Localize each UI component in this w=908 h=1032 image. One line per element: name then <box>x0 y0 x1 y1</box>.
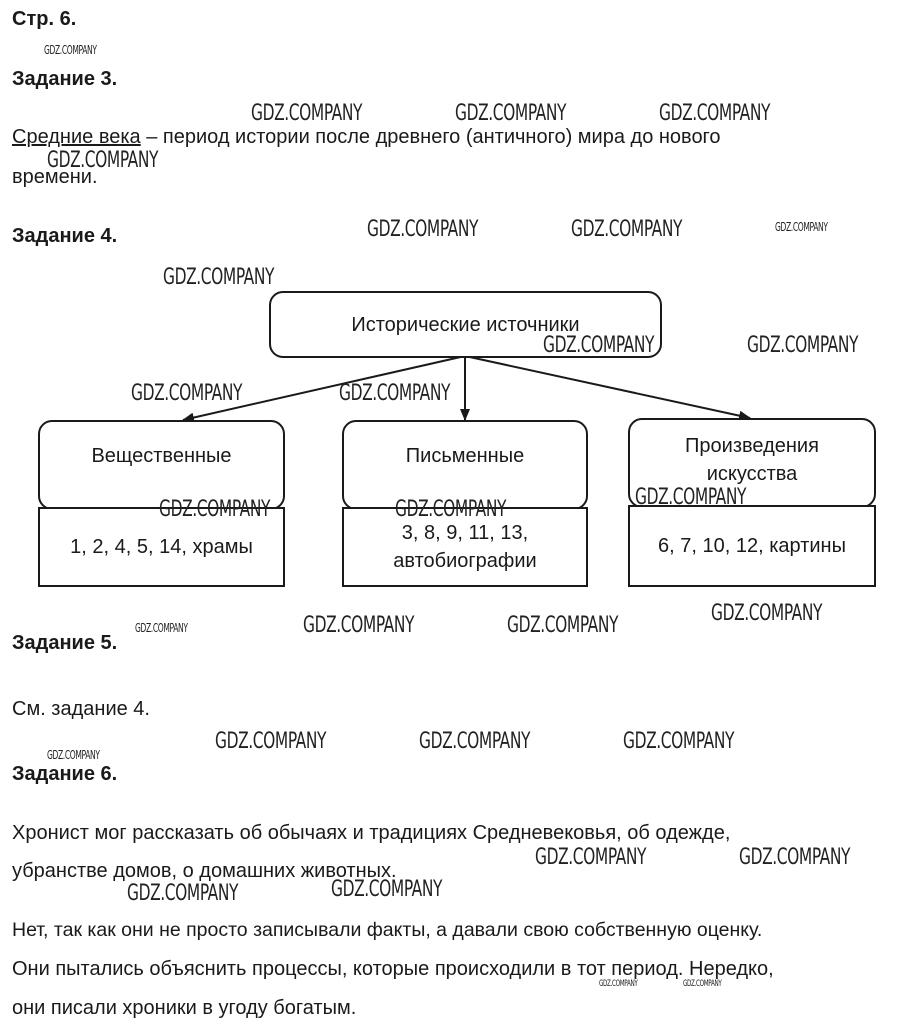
task5-heading: Задание 5. <box>12 632 118 654</box>
category-material-title: Вещественные <box>91 445 232 467</box>
category-written-title: Письменные <box>405 445 525 467</box>
watermark: GDZ.COMPANY <box>367 217 479 242</box>
category-art-title-line1: Произведения <box>685 435 819 457</box>
watermark: GDZ.COMPANY <box>47 148 159 173</box>
watermark: GDZ.COMPANY <box>127 881 239 906</box>
task6-paragraph1-line1: Хронист мог рассказать об обычаях и традициях Средневековья, об одежде, <box>12 822 731 844</box>
watermark: GDZ.COMPANY <box>339 381 451 406</box>
category-art-items-box <box>628 505 876 587</box>
watermark: GDZ.COMPANY <box>159 497 271 522</box>
root-label: Исторические источники <box>351 313 580 336</box>
watermark: GDZ.COMPANY <box>44 43 97 57</box>
task6-paragraph1-line2: убранстве домов, о домашних животных. <box>12 860 397 882</box>
page-label: Стр. 6. <box>12 8 77 30</box>
watermark: GDZ.COMPANY <box>215 729 327 754</box>
category-art-title-line2: искусства <box>706 463 798 485</box>
definition-text: – период истории после древнего (античного) мира до нового <box>140 126 721 148</box>
watermark: GDZ.COMPANY <box>395 497 507 522</box>
watermark: GDZ.COMPANY <box>635 485 747 510</box>
task6-paragraph2-line3: они писали хроники в угоду богатым. <box>12 997 357 1019</box>
watermark: GDZ.COMPANY <box>739 845 851 870</box>
watermark: GDZ.COMPANY <box>747 333 859 358</box>
watermark: GDZ.COMPANY <box>711 601 823 626</box>
task4-heading: Задание 4. <box>12 225 118 247</box>
term-middle-ages: Средние века <box>12 126 141 148</box>
watermark: GDZ.COMPANY <box>683 979 722 989</box>
watermark: GDZ.COMPANY <box>331 877 443 902</box>
watermark: GDZ.COMPANY <box>543 333 655 358</box>
category-material-items: 1, 2, 4, 5, 14, храмы <box>70 536 253 558</box>
watermark: GDZ.COMPANY <box>599 979 638 989</box>
watermark: GDZ.COMPANY <box>47 748 100 762</box>
watermark: GDZ.COMPANY <box>303 613 415 638</box>
task6-paragraph2-line1: Нет, так как они не просто записывали факты, а давали свою собственную оценку. <box>12 919 763 941</box>
watermark: GDZ.COMPANY <box>571 217 683 242</box>
task6-paragraph2-line2: Они пытались объяснить процессы, которые происходили в тот период. Нередко, <box>12 958 774 980</box>
watermark: GDZ.COMPANY <box>775 220 828 234</box>
watermark: GDZ.COMPANY <box>535 845 647 870</box>
task3-heading: Задание 3. <box>12 68 118 90</box>
watermark: GDZ.COMPANY <box>623 729 735 754</box>
category-written-items-line1: 3, 8, 9, 11, 13, <box>401 522 529 544</box>
watermark: GDZ.COMPANY <box>163 265 275 290</box>
watermark: GDZ.COMPANY <box>135 621 188 635</box>
watermark: GDZ.COMPANY <box>251 101 363 126</box>
arrow-to-art <box>465 356 750 418</box>
category-art-items: 6, 7, 10, 12, картины <box>658 535 846 557</box>
watermark: GDZ.COMPANY <box>131 381 243 406</box>
task6-heading: Задание 6. <box>12 763 118 785</box>
watermark: GDZ.COMPANY <box>455 101 567 126</box>
watermark: GDZ.COMPANY <box>507 613 619 638</box>
watermark: GDZ.COMPANY <box>659 101 771 126</box>
watermark: GDZ.COMPANY <box>419 729 531 754</box>
task3-definition-continued: времени. <box>12 166 98 188</box>
category-written-items-line2: автобиографии <box>393 550 537 572</box>
task5-text: См. задание 4. <box>12 698 150 720</box>
